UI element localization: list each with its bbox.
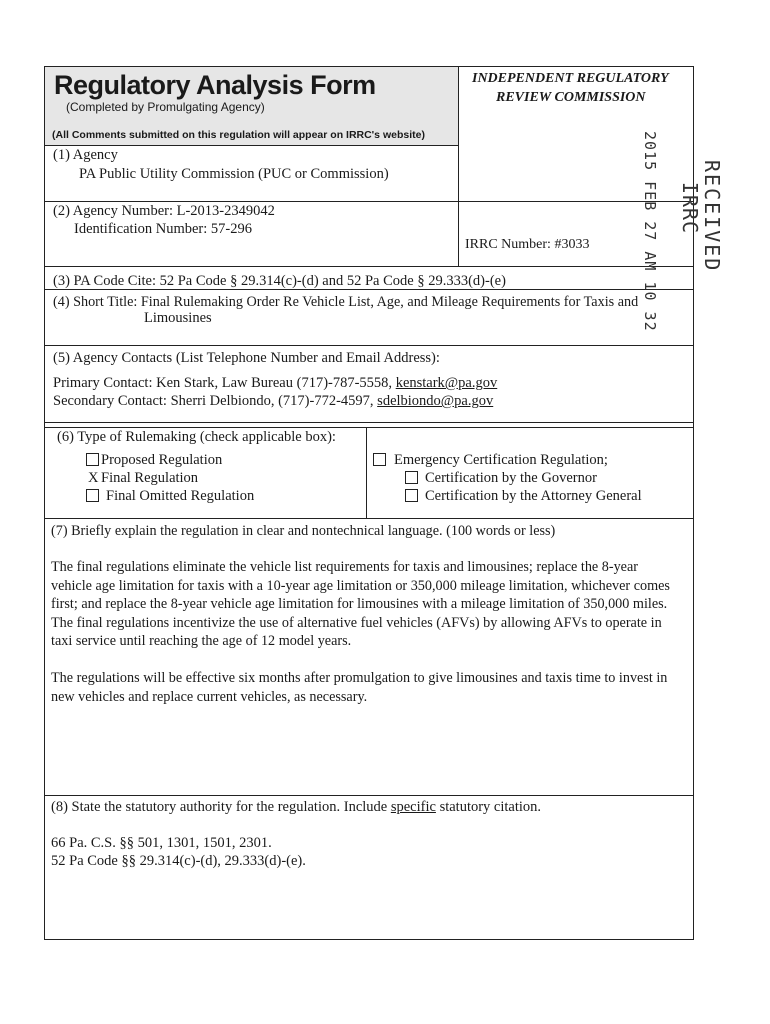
- final-check-mark[interactable]: X: [88, 470, 99, 486]
- secondary-email-link[interactable]: sdelbiondo@pa.gov: [377, 393, 494, 409]
- emergency-label: Emergency Certification Regulation;: [394, 452, 608, 468]
- rulemaking-label: (6) Type of Rulemaking (check applicable box):: [57, 429, 336, 445]
- explanation-label: (7) Briefly explain the regulation in clear and nontechnical language. (100 words or less): [51, 523, 556, 539]
- governor-label: Certification by the Governor: [425, 470, 597, 486]
- authority-label-specific: specific: [390, 799, 436, 815]
- authority-line-2: 52 Pa Code §§ 29.314(c)-(d), 29.333(d)-(e).: [51, 853, 306, 869]
- form-title: Regulatory Analysis Form: [54, 70, 376, 100]
- rulemaking-divider: [366, 427, 367, 518]
- attorney-general-checkbox[interactable]: [405, 489, 418, 502]
- contacts-label: (5) Agency Contacts (List Telephone Number and Email Address):: [53, 350, 440, 366]
- authority-label-post: statutory citation.: [435, 799, 542, 815]
- authority-label-pre: (8) State the statutory authority for the regulation. Include: [51, 799, 391, 815]
- final-label: Final Regulation: [101, 470, 199, 486]
- rule-after-rulemaking: [45, 518, 693, 519]
- primary-contact: [53, 374, 497, 392]
- attorney-general-label: Certification by the Attorney General: [425, 488, 642, 504]
- authority-label: [51, 798, 541, 816]
- agency-value: PA Public Utility Commission (PUC or Commission): [79, 166, 389, 182]
- short-title-line-1: (4) Short Title: Final Rulemaking Order Re Vehicle List, Age, and Mileage Requirements for Taxis and: [53, 294, 639, 310]
- code-cite: (3) PA Code Cite: 52 Pa Code § 29.314(c)-(d) and 52 Pa Code § 29.333(d)-(e): [53, 273, 506, 289]
- primary-email-link[interactable]: kenstark@pa.gov: [395, 375, 498, 391]
- explanation-paragraph-1: The final regulations eliminate the vehicle list requirements for taxis and limousines; replace the 8-year vehicle age limitation for taxis with a 10-year age limitation or 350,000 mileage limitation, whichever comes first; and replace the 8-year vehicle age limitation for limousines with a mileage limitation of 350,000 miles. The final regulations incentivize the use of alternative fuel vehicles (AFVs) by allowing AFVs to operate in taxi service until reaching the age of 12 model years.: [51, 559, 670, 650]
- form-subtitle: (Completed by Promulgating Agency): [66, 100, 265, 114]
- secondary-contact-text: Secondary Contact: Sherri Delbiondo, (717)-772-4597,: [53, 393, 378, 409]
- governor-checkbox[interactable]: [405, 471, 418, 484]
- proposed-checkbox[interactable]: [86, 453, 99, 466]
- rule-after-contacts: [45, 422, 693, 423]
- proposed-label: Proposed Regulation: [101, 452, 223, 468]
- explanation-paragraph-2: The regulations will be effective six months after promulgation to give limousines and taxis time to invest in new vehicles and replace current vehicles, as necessary.: [51, 670, 668, 705]
- received-stamp: RECEIVED: [700, 160, 724, 273]
- irrc-number: IRRC Number: #3033: [465, 237, 590, 252]
- final-omitted-checkbox[interactable]: [86, 489, 99, 502]
- rule-after-short-title: [45, 345, 693, 346]
- emergency-checkbox[interactable]: [373, 453, 386, 466]
- short-title-line-2: Limousines: [144, 310, 212, 326]
- identification-number: Identification Number: 57-296: [74, 221, 252, 237]
- irrc-stamp: IRRC: [678, 181, 702, 235]
- rule-after-explanation: [45, 795, 693, 796]
- secondary-contact: [53, 392, 493, 410]
- agency-number: (2) Agency Number: L-2013-2349042: [53, 203, 275, 219]
- header-divider: [458, 67, 459, 266]
- primary-contact-text: Primary Contact: Ken Stark, Law Bureau (717)-787-5558,: [53, 375, 396, 391]
- commission-line-1: INDEPENDENT REGULATORY: [472, 71, 669, 86]
- rule-after-agency-number: [45, 266, 693, 267]
- commission-line-2: REVIEW COMMISSION: [496, 90, 646, 105]
- authority-line-1: 66 Pa. C.S. §§ 501, 1301, 1501, 2301.: [51, 835, 272, 851]
- comments-note: (All Comments submitted on this regulation will appear on IRRC's website): [52, 129, 425, 141]
- final-omitted-label: Final Omitted Regulation: [106, 488, 255, 504]
- received-stamp-date: 2015 FEB 27 AM 10 32: [641, 131, 659, 332]
- agency-label: (1) Agency: [53, 147, 118, 163]
